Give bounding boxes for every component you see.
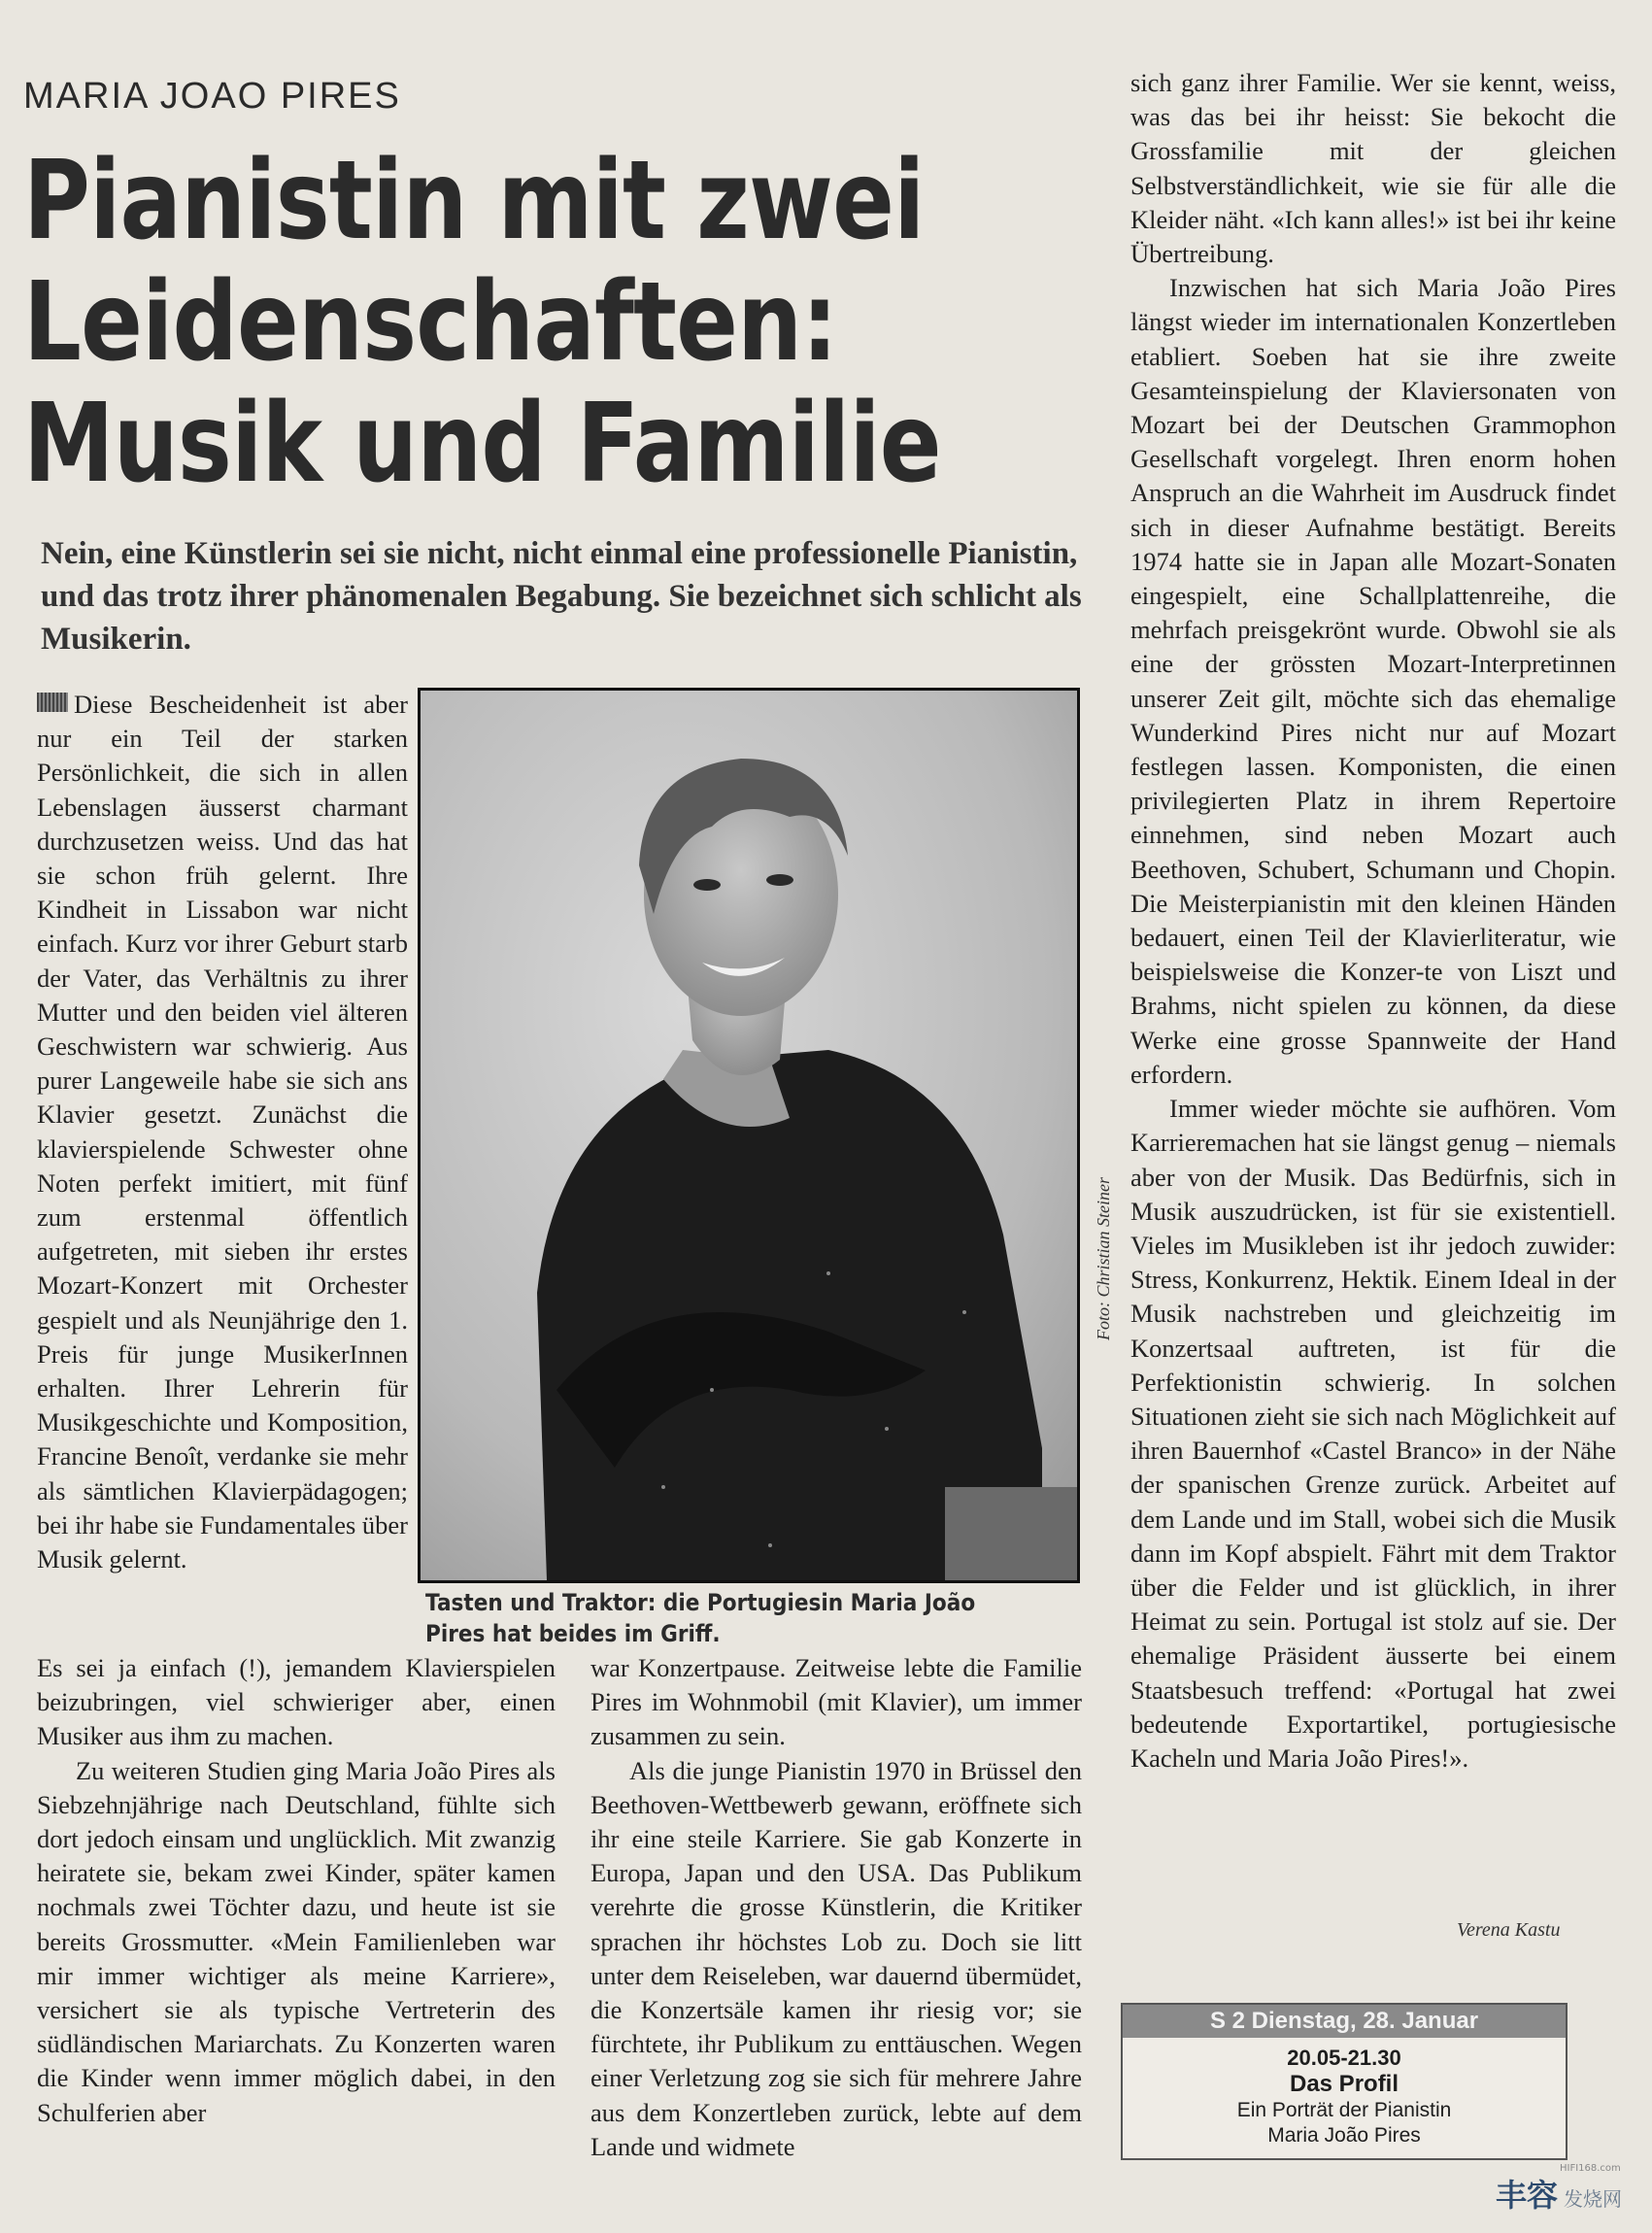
article-headline xyxy=(23,138,941,507)
paragraph: Als die junge Pianistin 1970 in Brüssel den Beethoven-Wettbewerb gewann, eröffnete sich ihr eine steile Karriere. Sie gab Konzerte in Europa, Japan und den USA. Das Publikum verehrte die grosse Künstlerin, die Kritiker sprachen ihr höchstes Lob zu. Doch sie litt unter dem Reiseleben, war dauernd übermüdet, die Konzertsäle kamen ihr riesig vor; sie fürchtete, ihr Publikum zu enttäuschen. Wegen einer Verletzung zog sie sich für mehrere Jahre aus dem Konzertleben zurück, lebte auf dem Lande und widmete xyxy=(590,1755,1082,2161)
portrait-photo xyxy=(418,688,1080,1583)
watermark-logo: 丰容 xyxy=(1496,2177,1559,2214)
article-author: Verena Kastu xyxy=(1457,1919,1561,1941)
article-kicker: MARIA JOAO PIRES xyxy=(23,76,401,117)
paragraph: Inzwischen hat sich Maria João Pires längst wieder im internationalen Konzertleben etabliert. Soeben hat sie ihre zweite Gesamteinspielung der Klaviersonaten von Mozart bei der Deutschen Grammophon Gesellschaft vorgelegt. Ihren enorm hohen Anspruch an die Wahrheit im Ausdruck findet sich in dieser Aufnahme bestätigt. Bereits 1974 hatte sie in Japan alle Mozart-Sonaten eingespielt, eine Schallplattenreihe, die mehrfach preisgekrönt wurde. Obwohl sie als eine der grössten Mozart-Interpretinnen unserer Zeit gilt, möchte sich das ehemalige Wunderkind Pires nicht nur auf Mozart festlegen lassen. Komponisten, die einen privilegierten Platz in ihrem Repertoire einnehmen, sind neben Mozart auch Beethoven, Schubert, Schumann und Chopin. Die Meisterpianistin mit den kleinen Händen bedauert, einen Teil der Klavierliteratur, wie beispielsweise die Konzer-te von Liszt und Brahms, nicht spielen zu können, da diese Werke eine grosse Spannweite der Hand erfordern. xyxy=(1130,273,1616,1089)
paragraph-marker-icon xyxy=(37,693,68,712)
headline-line-3: Musik und Familie xyxy=(23,381,941,507)
paragraph: Immer wieder möchte sie aufhören. Vom Karrieremachen hat sie längst genug – niemals aber von der Musik. Das Bedürfnis, sich in Musik auszudrücken, ist für sie existentiell. Vieles im Musikleben ist ihr jedoch zuwider: Stress, Konkurrenz, Hektik. Einem Ideal in der Musik nachstreben und gleichzeitig im Konzertsaal auftreten, ist für die Perfektionistin schwierig. In solchen Situationen zieht sie sich nach Möglichkeit auf ihren Bauernhof «Castel Branco» in der Nähe der spanischen Grenze zurück. Arbeitet auf dem Lande und im Stall, wobei sich die Musik dann im Kopf abspielt. Fährt mit dem Traktor über die Felder und ist glücklich, in ihrer Heimat zu sein. Portugal ist stolz auf sie. Der ehemalige Präsident äusserte bei einem Staatsbesuch treffend: «Portugal hat zwei bedeutende Exportartikel, portugiesische Kacheln und Maria João Pires!». xyxy=(1130,1094,1616,1773)
tv-show-description-1: Ein Porträt der Pianistin xyxy=(1236,2099,1452,2121)
paragraph: sich ganz ihrer Familie. Wer sie kennt, weiss, was das bei ihr heisst: Sie bekocht die Grossfamilie mit der gleichen Selbstverständlichkeit, wie sie für alle die Kleider näht. «Ich kann alles!» ist bei ihr keine Übertreibung. xyxy=(1130,68,1616,269)
paragraph: Zu weiteren Studien ging Maria João Pires als Siebzehnjährige nach Deutschland, fühlte sich dort jedoch einsam und unglücklich. Mit zwanzig heiratete sie, bekam zwei Kinder, später kamen nochmals zwei Töchter dazu, und heute ist sie bereits Grossmutter. «Mein Familienleben war mir immer wichtiger als meine Karriere», versichert sie als typische Vertreterin des südländischen Mariarchats. Zu Konzerten waren die Kinder wenn immer möglich dabei, in den Schulferien aber xyxy=(37,1755,556,2127)
paragraph: Es sei ja einfach (!), jemandem Klavierspielen beizubringen, viel schwieriger aber, einen Musiker aus ihm zu machen. xyxy=(37,1653,556,1751)
article-lead: Nein, eine Künstlerin sei sie nicht, nicht einmal eine professionelle Pianistin, und das trotz ihrer phänomenalen Begabung. Sie bezeichnet sich schlicht als Musikerin. xyxy=(41,536,1082,657)
headline-line-1: Pianistin mit zwei xyxy=(23,138,925,264)
watermark-url: HIFI168.com xyxy=(1560,2163,1621,2174)
photo-caption: Tasten und Traktor: die Portugiesin Maria João Pires hat beides im Griff. xyxy=(425,1589,976,1647)
tv-schedule-time: 20.05-21.30 xyxy=(1287,2046,1401,2070)
photo-credit: Foto: Christian Steiner xyxy=(1094,1177,1113,1340)
paragraph: Diese Bescheidenheit ist aber nur ein Teil der starken Persönlichkeit, die sich in allen Lebenslagen äusserst charmant durchzusetzen weiss. Und das hat sie schon früh gelernt. Ihre Kindheit in Lissabon war nicht einfach. Kurz vor ihrer Geburt starb der Vater, das Verhältnis zu ihrer Mutter und den beiden viel älteren Geschwistern war schwierig. Aus purer Langeweile habe sie sich ans Klavier gesetzt. Zunächst die klavierspielende Schwester ohne Noten perfekt imitiert, mit fünf zum erstenmal öffentlich aufgetreten, mit sieben ihr erstes Mozart-Konzert mit Orchester gespielt und als Neunjährige den 1. Preis für junge MusikerInnen erhalten. Ihrer Lehrerin für Musikgeschichte und Komposition, Francine Benoît, verdanke sie mehr als sämtlichen Klavierpädagogen; bei ihr habe sie Fundamentales über Musik gelernt. xyxy=(37,690,408,1574)
text-column-1-bottom xyxy=(37,1651,556,2130)
text-column-1 xyxy=(37,688,408,1576)
text-column-2 xyxy=(590,1651,1082,2164)
tv-show-description-2: Maria João Pires xyxy=(1267,2124,1421,2147)
watermark-text: 发烧网 xyxy=(1564,2187,1623,2211)
tv-schedule-header: S 2 Dienstag, 28. Januar xyxy=(1123,2005,1566,2038)
watermark xyxy=(1496,2163,1651,2216)
headline-line-2: Leidenschaften: xyxy=(23,259,838,386)
text-column-3 xyxy=(1130,66,1616,1776)
paragraph: war Konzertpause. Zeitweise lebte die Familie Pires im Wohnmobil (mit Klavier), um immer zusammen zu sein. xyxy=(590,1653,1082,1751)
tv-schedule-box xyxy=(1121,2003,1568,2160)
tv-show-title: Das Profil xyxy=(1289,2071,1399,2097)
